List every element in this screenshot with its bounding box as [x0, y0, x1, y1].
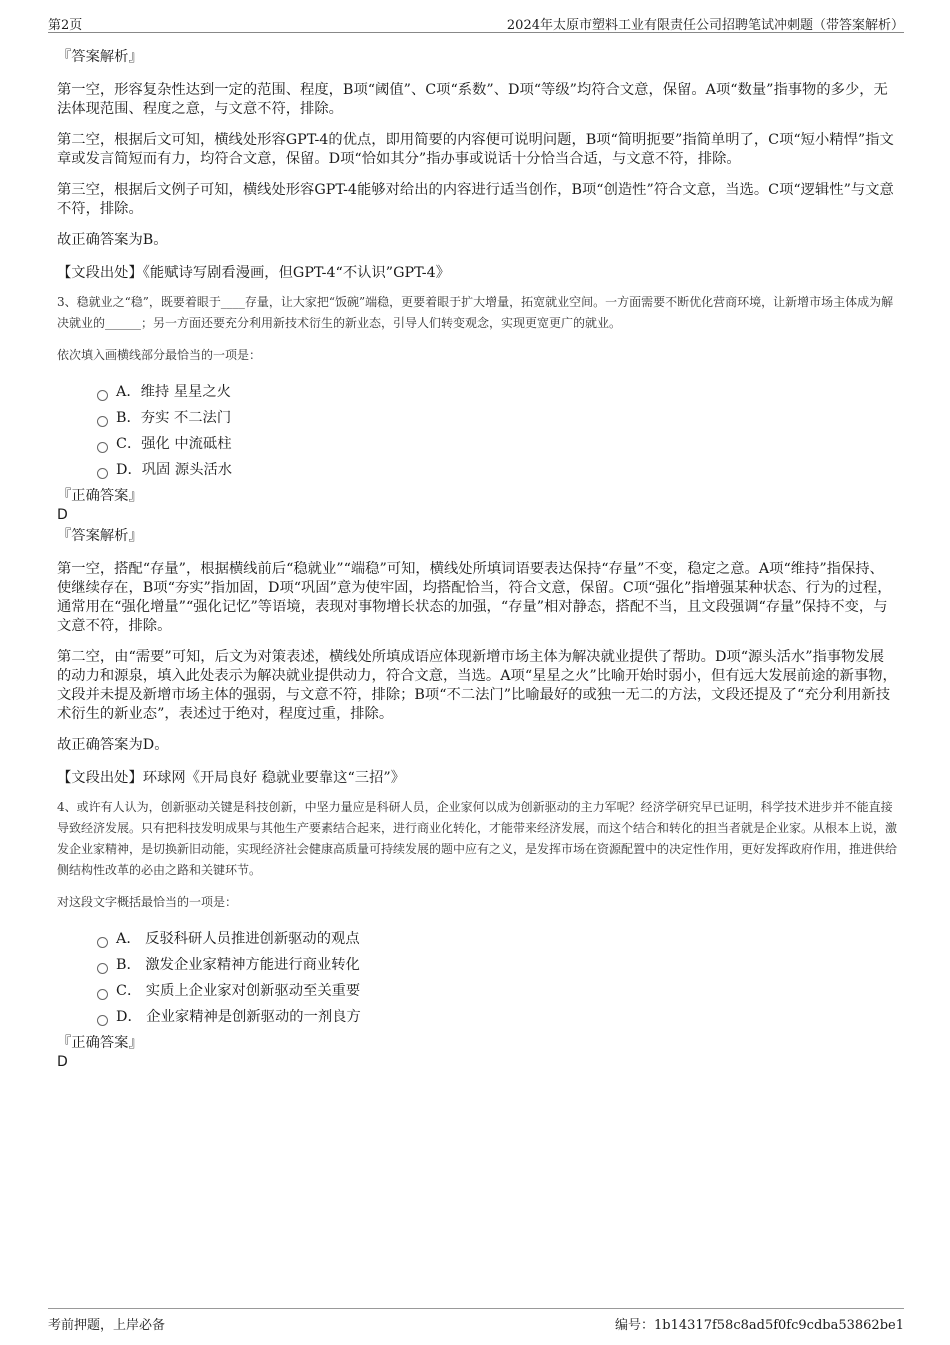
option-d[interactable] — [97, 1004, 897, 1030]
option-label: C．强化 中流砥柱 — [116, 436, 232, 452]
option-label: B． 激发企业家精神方能进行商业转化 — [116, 957, 360, 973]
options-list — [57, 926, 897, 1030]
analysis-heading: 『答案解析』 — [57, 528, 143, 544]
document-code — [615, 1314, 904, 1333]
document-body — [57, 46, 897, 1072]
radio-button[interactable] — [97, 937, 108, 948]
analysis-paragraph: 第二空，由“需要”可知，后文为对策表述，横线处所填成语应体现新增市场主体为解决就业提供了帮助。D项“源头活水”指事物发展的动力和源泉，填入此处表示为解决就业提供动力，符合文意，当选。A项“星星之火”比喻开始时弱小，但有远大发展前途的新事物，文段并未提及新增市场主体的强弱，与文意不符，排除；B项“不二法门”比喻最好的或独一无二的方法，文段还提及了“充分利用新技术衍生的新业态”，表述过于绝对，程度过重，排除。 — [57, 649, 897, 722]
option-d[interactable] — [97, 457, 897, 483]
question-stem: 4、或许有人认为，创新驱动关键是科技创新，中坚力量应是科研人员，企业家何以成为创新驱动的主力军呢？经济学研究早已证明，科学技术进步并不能直接导致经济发展。只有把科技发明成果与其他生产要素结合起来，进行商业化转化，才能带来经济发展，而这个结合和转化的担当者就是企业家。从根本上说，激发企业家精神，是切换新旧动能，实现经济社会健康高质量可持续发展的题中应有之义，是发挥市场在资源配置中的决定性作用，更好发挥政府作用，推进供给侧结构性改革的必由之路和关键环节。 — [57, 800, 898, 877]
page-number: 第2页 — [48, 18, 83, 33]
answer-conclusion: 故正确答案为D。 — [57, 737, 169, 753]
option-label: A．维持 星星之火 — [116, 384, 231, 400]
option-label: C． 实质上企业家对创新驱动至关重要 — [116, 983, 361, 999]
option-b[interactable] — [97, 952, 897, 978]
correct-answer-heading: 『正确答案』 — [57, 488, 143, 504]
question-prompt: 对这段文字概括最恰当的一项是： — [57, 895, 238, 909]
radio-button[interactable] — [97, 963, 108, 974]
option-b[interactable] — [97, 405, 897, 431]
option-label: A． 反驳科研人员推进创新驱动的观点 — [116, 931, 360, 947]
analysis-paragraph: 第二空，根据后文可知，横线处形容GPT-4的优点，即用简要的内容便可说明问题，B项“简明扼要”指简单明了，C项“短小精悍”指文章或发言简短而有力，均符合文意，保留。D项“恰如其分”指办事或说话十分恰当合适，与文意不符，排除。 — [57, 132, 894, 167]
option-a[interactable] — [97, 379, 897, 405]
page-header — [48, 12, 904, 33]
question-prompt: 依次填入画横线部分最恰当的一项是： — [57, 348, 262, 362]
document-title: 2024年太原市塑料工业有限责任公司招聘笔试冲刺题（带答案解析） — [506, 18, 904, 33]
source-citation: 【文段出处】环球网《开局良好 稳就业要靠这“三招”》 — [57, 770, 405, 786]
analysis-heading: 『答案解析』 — [57, 49, 143, 65]
page-footer — [48, 1308, 904, 1333]
radio-button[interactable] — [97, 468, 108, 479]
option-label: B．夯实 不二法门 — [116, 410, 232, 426]
correct-answer: D — [57, 507, 68, 523]
options-list — [57, 379, 897, 483]
correct-answer: D — [57, 1054, 68, 1070]
analysis-paragraph: 第一空，搭配“存量”，根据横线前后“稳就业”“端稳”可知，横线处所填词语要表达保持“存量”不变，稳定之意。A项“维持”指保持、使继续存在，B项“夯实”指加固，D项“巩固”意为使牢固，均搭配恰当，符合文意，保留。C项“强化”指增强某种状态、行为的过程，通常用在“强化增量”“强化记忆”等语境，表现对事物增长状态的加强，“存量”相对静态，搭配不当，且文段强调“存量”保持不变，与文意不符，排除。 — [57, 561, 892, 634]
analysis-paragraph: 第一空，形容复杂性达到一定的范围、程度，B项“阈值”、C项“系数”、D项“等级”均符合文意，保留。A项“数量”指事物的多少，无法体现范围、程度之意，与文意不符，排除。 — [57, 82, 888, 117]
question-stem: 3、稳就业之“稳”，既要着眼于____存量，让大家把“饭碗”端稳，更要着眼于扩大增量，拓宽就业空间。一方面需要不断优化营商环境，让新增市场主体成为解决就业的______；另一方面还要充分利用新技术衍生的新业态，引导人们转变观念，实现更宽更广的就业。 — [57, 295, 894, 330]
source-citation: 【文段出处】《能赋诗写剧看漫画，但GPT-4“不认识”GPT-4》 — [57, 265, 451, 281]
footer-slogan: 考前押题，上岸必备 — [48, 1318, 166, 1333]
answer-conclusion: 故正确答案为B。 — [57, 232, 168, 248]
option-label: D． 企业家精神是创新驱动的一剂良方 — [116, 1009, 361, 1025]
analysis-paragraph: 第三空，根据后文例子可知，横线处形容GPT-4能够对给出的内容进行适当创作，B项“创造性”符合文意，当选。C项“逻辑性”与文意不符，排除。 — [57, 182, 894, 217]
radio-button[interactable] — [97, 416, 108, 427]
radio-button[interactable] — [97, 442, 108, 453]
option-c[interactable] — [97, 431, 897, 457]
correct-answer-heading: 『正确答案』 — [57, 1035, 143, 1051]
code-value: 1b14317f58c8ad5f0fc9cdba53862be1 — [654, 1318, 904, 1333]
option-a[interactable] — [97, 926, 897, 952]
radio-button[interactable] — [97, 989, 108, 1000]
option-c[interactable] — [97, 978, 897, 1004]
code-label: 编号： — [615, 1318, 655, 1333]
radio-button[interactable] — [97, 390, 108, 401]
option-label: D．巩固 源头活水 — [116, 462, 233, 478]
radio-button[interactable] — [97, 1015, 108, 1026]
